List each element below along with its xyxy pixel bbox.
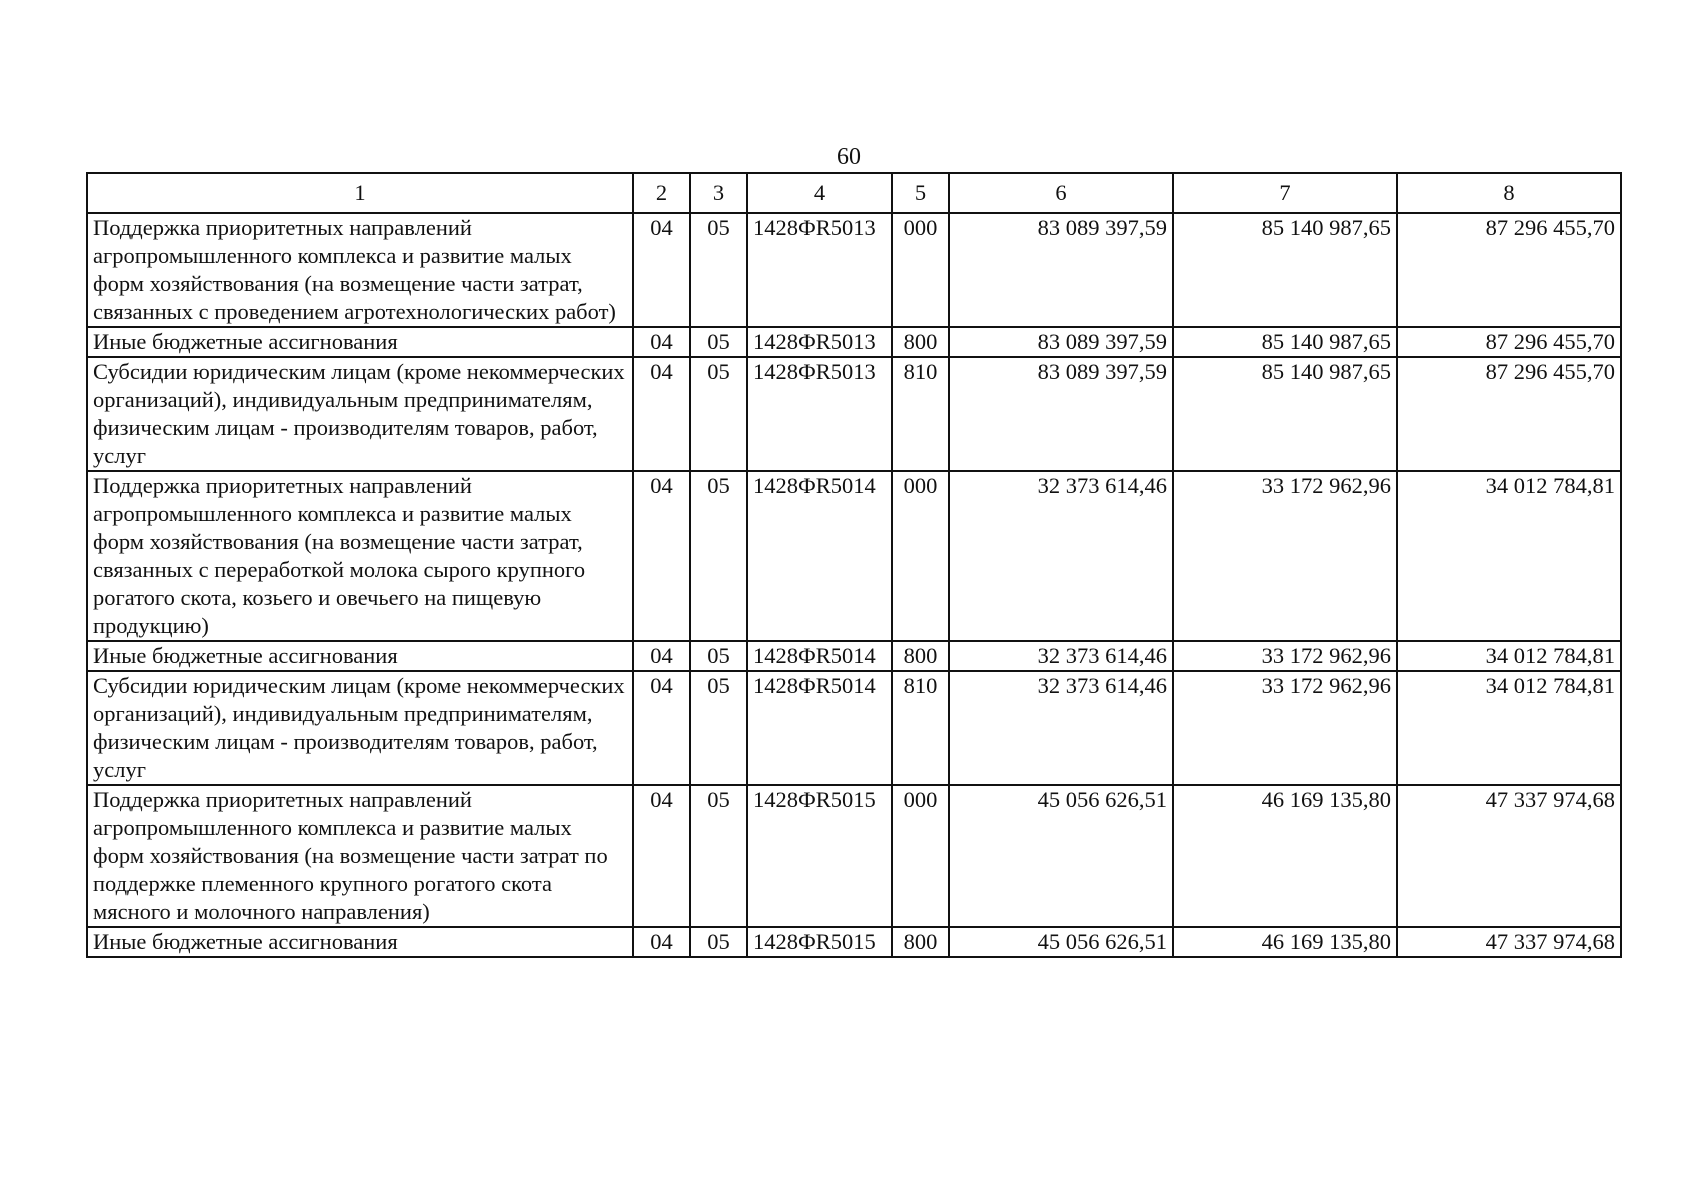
row-amount-col7: 33 172 962,96 [1173, 471, 1397, 641]
row-amount-col6: 45 056 626,51 [949, 785, 1173, 927]
row-amount-col8: 87 296 455,70 [1397, 357, 1621, 471]
row-amount-col6: 32 373 614,46 [949, 671, 1173, 785]
row-section: 04 [633, 927, 690, 957]
table-row [87, 641, 1621, 671]
table-row [87, 327, 1621, 357]
row-amount-col6: 83 089 397,59 [949, 357, 1173, 471]
header-col-1: 1 [87, 173, 633, 213]
table-row [87, 213, 1621, 327]
header-col-3: 3 [690, 173, 747, 213]
row-expense-type: 800 [892, 927, 949, 957]
row-subsection: 05 [690, 785, 747, 927]
row-subsection: 05 [690, 213, 747, 327]
row-subsection: 05 [690, 927, 747, 957]
row-amount-col7: 85 140 987,65 [1173, 327, 1397, 357]
row-section: 04 [633, 357, 690, 471]
row-section: 04 [633, 671, 690, 785]
header-col-2: 2 [633, 173, 690, 213]
row-name: Иные бюджетные ассигнования [87, 927, 633, 957]
row-expense-type: 810 [892, 357, 949, 471]
row-target-code: 1428ФR5014 [747, 671, 892, 785]
row-target-code: 1428ФR5014 [747, 471, 892, 641]
row-amount-col7: 46 169 135,80 [1173, 785, 1397, 927]
row-amount-col6: 83 089 397,59 [949, 327, 1173, 357]
table-row [87, 927, 1621, 957]
header-col-8: 8 [1397, 173, 1621, 213]
row-amount-col8: 34 012 784,81 [1397, 671, 1621, 785]
header-col-6: 6 [949, 173, 1173, 213]
row-target-code: 1428ФR5014 [747, 641, 892, 671]
row-name: Поддержка приоритетных направлений агропромышленного комплекса и развитие малых форм хозяйствования (на возмещение части затрат, связанных с проведением агротехнологических работ) [87, 213, 633, 327]
row-subsection: 05 [690, 471, 747, 641]
row-subsection: 05 [690, 641, 747, 671]
row-subsection: 05 [690, 671, 747, 785]
row-amount-col6: 32 373 614,46 [949, 641, 1173, 671]
row-amount-col6: 45 056 626,51 [949, 927, 1173, 957]
row-amount-col8: 87 296 455,70 [1397, 213, 1621, 327]
row-expense-type: 800 [892, 327, 949, 357]
row-target-code: 1428ФR5013 [747, 357, 892, 471]
row-name: Иные бюджетные ассигнования [87, 641, 633, 671]
table-row [87, 785, 1621, 927]
row-expense-type: 810 [892, 671, 949, 785]
table-row [87, 471, 1621, 641]
row-name: Субсидии юридическим лицам (кроме некоммерческих организаций), индивидуальным предпринимателям, физическим лицам - производителям товаров, работ, услуг [87, 357, 633, 471]
row-section: 04 [633, 785, 690, 927]
row-amount-col8: 87 296 455,70 [1397, 327, 1621, 357]
header-col-7: 7 [1173, 173, 1397, 213]
row-amount-col8: 47 337 974,68 [1397, 927, 1621, 957]
row-name: Поддержка приоритетных направлений агропромышленного комплекса и развитие малых форм хозяйствования (на возмещение части затрат, связанных с переработкой молока сырого крупного рогатого скота, козьего и овечьего на пищевую продукцию) [87, 471, 633, 641]
row-amount-col7: 85 140 987,65 [1173, 213, 1397, 327]
header-col-4: 4 [747, 173, 892, 213]
row-name: Субсидии юридическим лицам (кроме некоммерческих организаций), индивидуальным предпринимателям, физическим лицам - производителям товаров, работ, услуг [87, 671, 633, 785]
table-row [87, 357, 1621, 471]
row-amount-col7: 46 169 135,80 [1173, 927, 1397, 957]
row-section: 04 [633, 471, 690, 641]
budget-table [86, 172, 1622, 958]
row-target-code: 1428ФR5015 [747, 927, 892, 957]
row-name: Поддержка приоритетных направлений агропромышленного комплекса и развитие малых форм хозяйствования (на возмещение части затрат по поддержке племенного крупного рогатого скота мясного и молочного направления) [87, 785, 633, 927]
page-number: 60 [837, 144, 861, 170]
row-amount-col7: 33 172 962,96 [1173, 641, 1397, 671]
row-name: Иные бюджетные ассигнования [87, 327, 633, 357]
row-subsection: 05 [690, 357, 747, 471]
row-target-code: 1428ФR5013 [747, 213, 892, 327]
row-section: 04 [633, 213, 690, 327]
row-section: 04 [633, 327, 690, 357]
row-expense-type: 000 [892, 785, 949, 927]
row-section: 04 [633, 641, 690, 671]
row-expense-type: 000 [892, 213, 949, 327]
row-amount-col8: 34 012 784,81 [1397, 641, 1621, 671]
row-expense-type: 000 [892, 471, 949, 641]
row-target-code: 1428ФR5015 [747, 785, 892, 927]
row-amount-col8: 47 337 974,68 [1397, 785, 1621, 927]
row-subsection: 05 [690, 327, 747, 357]
row-amount-col8: 34 012 784,81 [1397, 471, 1621, 641]
row-target-code: 1428ФR5013 [747, 327, 892, 357]
row-amount-col6: 32 373 614,46 [949, 471, 1173, 641]
header-col-5: 5 [892, 173, 949, 213]
table-row [87, 671, 1621, 785]
header-row [87, 173, 1621, 213]
row-amount-col7: 85 140 987,65 [1173, 357, 1397, 471]
row-expense-type: 800 [892, 641, 949, 671]
row-amount-col6: 83 089 397,59 [949, 213, 1173, 327]
row-amount-col7: 33 172 962,96 [1173, 671, 1397, 785]
